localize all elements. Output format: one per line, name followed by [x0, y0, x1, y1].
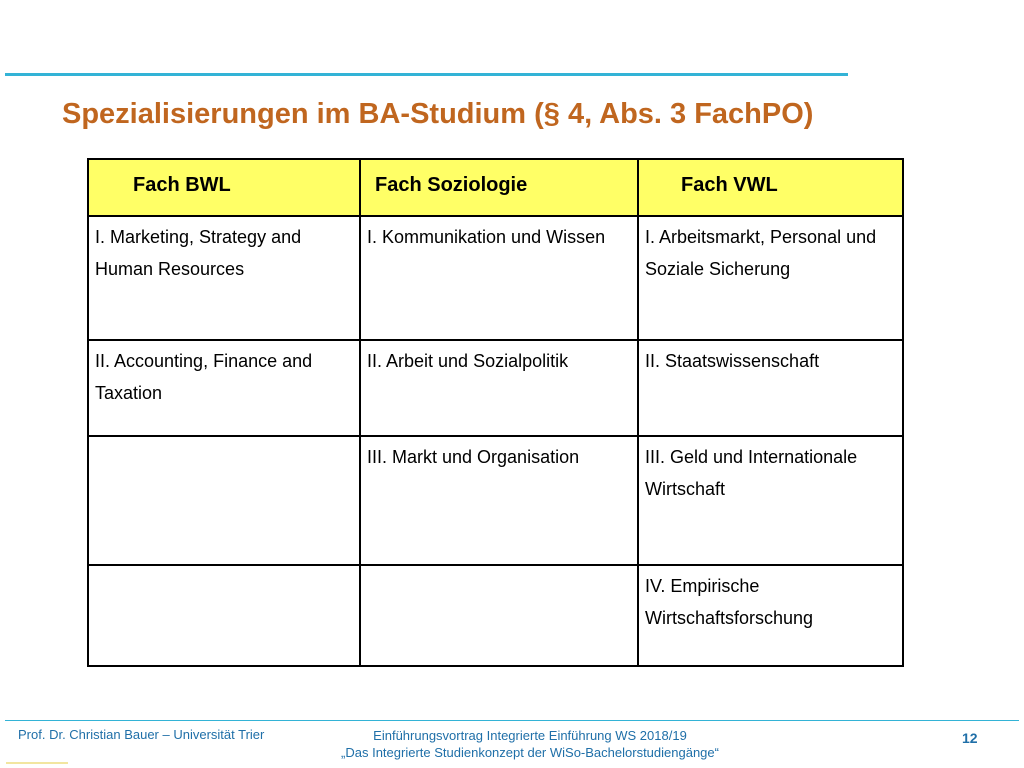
specializations-table	[87, 158, 904, 667]
table-header-row	[88, 159, 903, 216]
footer-author: Prof. Dr. Christian Bauer – Universität Trier	[18, 727, 265, 742]
table-row	[88, 436, 903, 565]
footer-lecture-line1: Einführungsvortrag Integrierte Einführung WS 2018/19	[373, 728, 687, 743]
table-row	[88, 340, 903, 436]
table-cell: I. Arbeitsmarkt, Personal und Soziale Sicherung	[638, 216, 903, 340]
table-cell-empty	[88, 565, 360, 666]
table-cell-empty	[360, 565, 638, 666]
footer-divider	[5, 720, 1019, 721]
footer-lecture-info	[320, 727, 740, 761]
header-cell-soziologie: Fach Soziologie	[360, 159, 638, 216]
table-cell: II. Accounting, Finance and Taxation	[88, 340, 360, 436]
table-cell: I. Marketing, Strategy and Human Resources	[88, 216, 360, 340]
table-row	[88, 565, 903, 666]
page-number: 12	[962, 730, 978, 746]
header-cell-bwl: Fach BWL	[88, 159, 360, 216]
footer-lecture-line2: „Das Integrierte Studienkonzept der WiSo-Bachelorstudiengänge“	[341, 745, 719, 760]
header-cell-vwl: Fach VWL	[638, 159, 903, 216]
table-cell: II. Staatswissenschaft	[638, 340, 903, 436]
corner-decoration	[6, 762, 68, 764]
table-row	[88, 216, 903, 340]
table-cell: IV. Empirische Wirtschaftsforschung	[638, 565, 903, 666]
table-cell: III. Geld und Internationale Wirtschaft	[638, 436, 903, 565]
table-cell: III. Markt und Organisation	[360, 436, 638, 565]
table-cell: I. Kommunikation und Wissen	[360, 216, 638, 340]
top-divider	[5, 73, 848, 76]
slide-title: Spezialisierungen im BA-Studium (§ 4, Abs. 3 FachPO)	[62, 98, 814, 130]
table-cell: II. Arbeit und Sozialpolitik	[360, 340, 638, 436]
table-cell-empty	[88, 436, 360, 565]
